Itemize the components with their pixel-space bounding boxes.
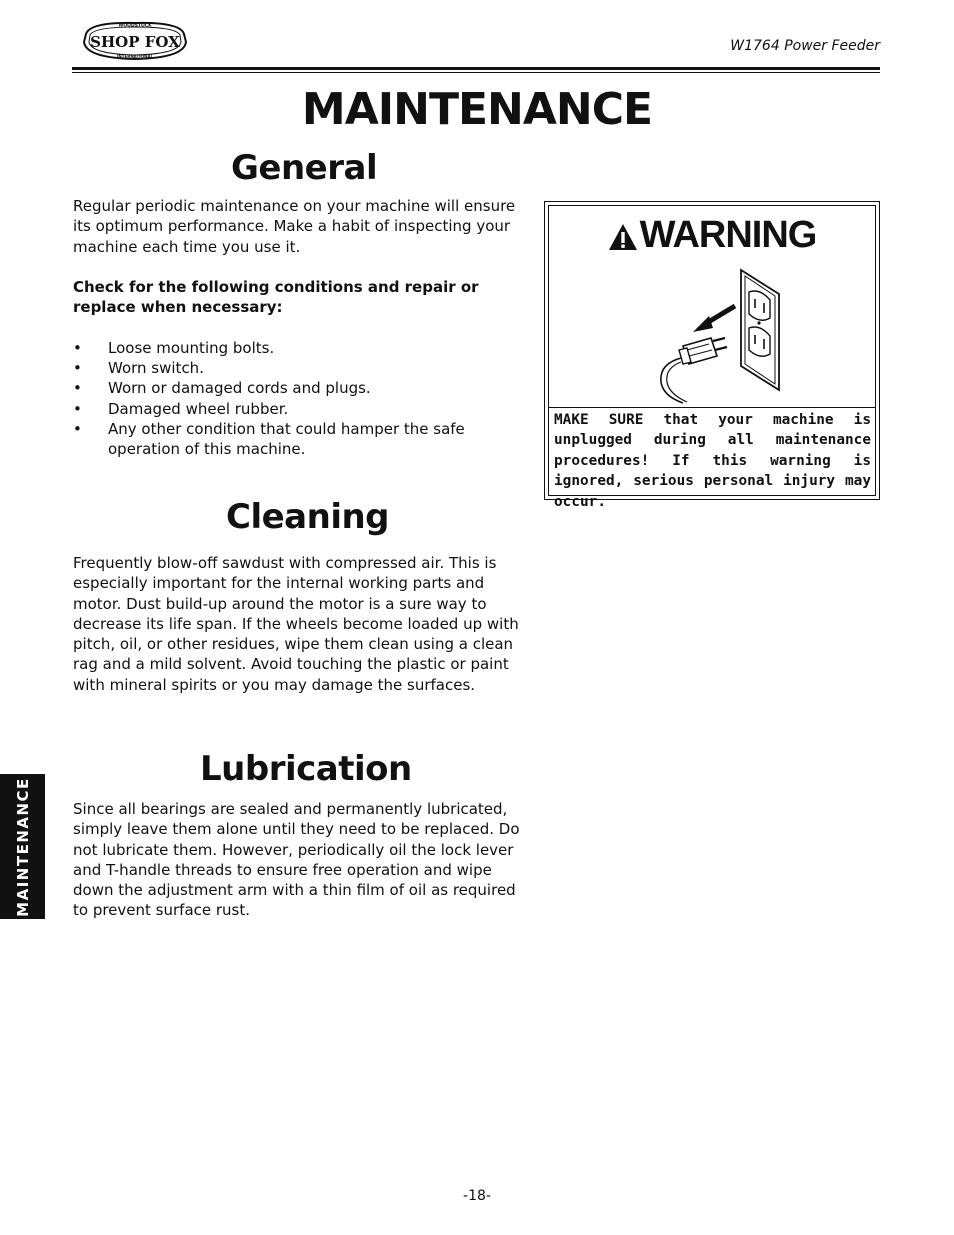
warning-label: WARNING: [639, 214, 817, 256]
header-rule: [72, 67, 880, 70]
section-side-tab: [0, 774, 45, 919]
side-tab-label: MAINTENANCE: [13, 776, 32, 917]
list-item: • Any other condition that could hamper the safe operation of this machine.: [73, 419, 465, 459]
brand-arc-bottom: INTERNATIONAL: [116, 54, 154, 59]
warning-triangle-icon: [608, 218, 638, 261]
header-rule-thin: [72, 72, 880, 73]
general-intro: Regular periodic maintenance on your machine will ensure its optimum performance. Make a habit of inspecting your machine each time you use it.: [73, 197, 516, 256]
bullet: •: [73, 399, 82, 418]
bullet: •: [73, 419, 82, 438]
lubrication-body: Since all bearings are sealed and permanently lubricated, simply leave them alone until they need to be replaced. Do not lubricate them. However, periodically oil the lock lever and T-handle threads to ensure free operation and wipe down the adjustment arm with a thin film of oil as required to prevent surface rust.: [73, 800, 520, 920]
cleaning-heading: Cleaning: [226, 497, 390, 537]
model-name: W1764 Power Feeder: [730, 38, 880, 54]
bullet: •: [73, 379, 82, 398]
list-item: • Worn switch.: [73, 359, 204, 378]
maintenance-checklist: [73, 338, 525, 459]
list-item: • Worn or damaged cords and plugs.: [73, 379, 371, 398]
bullet: •: [73, 359, 82, 378]
general-check-label: Check for the following conditions and repair or replace when necessary:: [73, 278, 479, 317]
warning-divider: [549, 407, 875, 408]
warning-box: [544, 201, 880, 510]
warning-header: [549, 214, 875, 261]
warning-text: MAKE SURE that your machine is unplugged during all maintenance procedures! If this warning is ignored, serious personal injury may occur.: [554, 412, 871, 510]
list-item: • Loose mounting bolts.: [73, 339, 275, 357]
lubrication-heading: Lubrication: [200, 749, 412, 789]
page-number: -18-: [463, 1188, 491, 1204]
brand-logo: [80, 18, 190, 64]
list-item: • Damaged wheel rubber.: [73, 399, 289, 418]
page-title: MAINTENANCE: [301, 84, 653, 135]
cleaning-body: Frequently blow-off sawdust with compressed air. This is especially important for the internal working parts and motor. Dust build-up around the motor is a sure way to decrease its life span. If the wheels become loaded up with pitch, oil, or other residues, wipe them clean using a clean rag and a mild solvent. Avoid touching the plastic or paint with mineral spirits or you may damage the surfaces.: [73, 554, 519, 694]
brand-name: SHOP FOX: [90, 33, 180, 51]
bullet: •: [73, 339, 82, 357]
unplug-illustration: [653, 266, 783, 404]
general-heading: General: [231, 148, 378, 188]
brand-arc-top: WOODSTOCK: [118, 23, 152, 29]
